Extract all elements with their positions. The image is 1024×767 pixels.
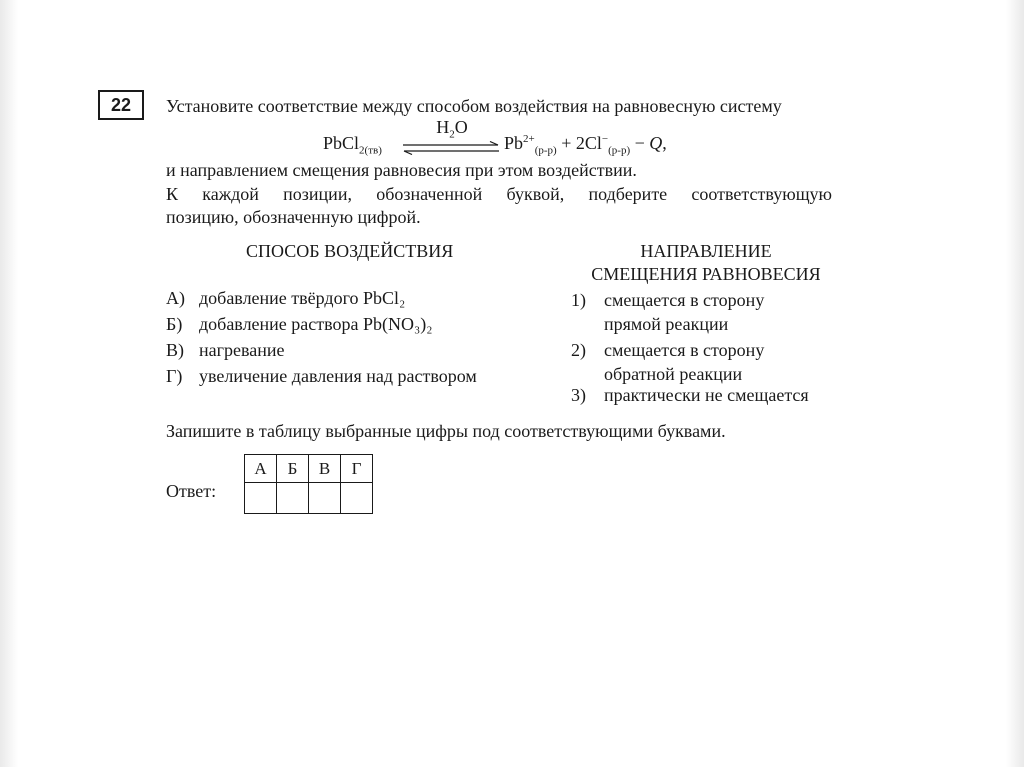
- task-number-box: 22: [98, 90, 144, 120]
- equation-catalyst: $H_2O$: [436, 117, 468, 141]
- task-line-4: позицию, обозначенную цифрой.: [166, 207, 421, 227]
- equation-reactant: PbCl$_{2(тв)}$: [323, 133, 382, 157]
- task-intro: Установите соответствие между способом воздействия на равновесную систему: [166, 96, 782, 116]
- answer-cell-b[interactable]: [277, 483, 309, 514]
- page-shadow-left: [0, 0, 18, 767]
- equilibrium-arrows-icon: [401, 141, 501, 155]
- left-column-heading: СПОСОБ ВОЗДЕЙСТВИЯ: [246, 241, 454, 261]
- answer-header-g: Г: [341, 455, 373, 483]
- answer-cell-v[interactable]: [309, 483, 341, 514]
- answer-header-a: А: [245, 455, 277, 483]
- right-column-heading: [573, 240, 839, 286]
- answer-table: [244, 454, 373, 514]
- right-heading-line-1: НАПРАВЛЕНИЕ: [640, 241, 772, 261]
- option-g: Г) увеличение давления над раствором: [166, 366, 477, 386]
- direction-1: 1) смещается в сторону прямой реакции: [571, 290, 765, 334]
- task-line-3: К каждой позиции, обозначенной буквой, подберите соответствующую: [166, 184, 832, 204]
- answer-cell-g[interactable]: [341, 483, 373, 514]
- task-line-2: и направлением смещения равновесия при этом воздействии.: [166, 160, 637, 180]
- option-v: В) нагревание: [166, 340, 285, 360]
- direction-3: 3) практически не смещается: [571, 385, 809, 405]
- answer-cell-a[interactable]: [245, 483, 277, 514]
- option-a: А) добавление твёрдого PbCl₂: [166, 288, 406, 308]
- equation-products: $Pb^{2+}_{(р-р)} + 2Cl^-_{(р-р)} - Q$,: [504, 133, 667, 157]
- answer-label: Ответ:: [166, 481, 217, 501]
- instruction-text: Запишите в таблицу выбранные цифры под соответствующими буквами.: [166, 421, 726, 441]
- direction-2: 2) смещается в сторону обратной реакции: [571, 340, 765, 384]
- option-b: Б) добавление раствора Pb(NO₃)₂: [166, 314, 433, 334]
- right-heading-line-2: СМЕЩЕНИЯ РАВНОВЕСИЯ: [591, 264, 821, 284]
- answer-header-b: Б: [277, 455, 309, 483]
- page-shadow-right: [1006, 0, 1024, 767]
- answer-header-v: В: [309, 455, 341, 483]
